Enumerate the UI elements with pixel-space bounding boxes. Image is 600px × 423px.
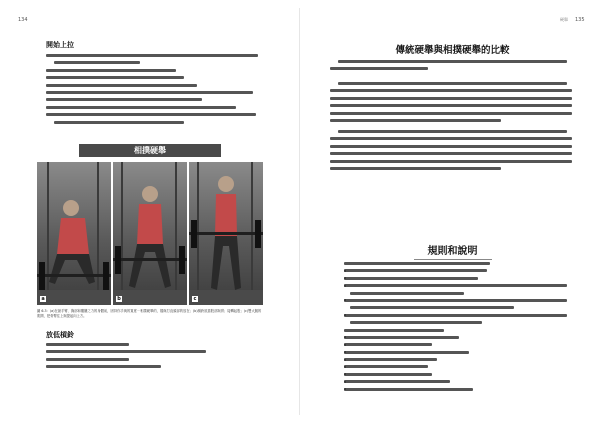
rules-heading [330, 242, 575, 260]
photo-label-b: b [117, 296, 121, 302]
running-header: 硬舉 [560, 17, 568, 22]
photo-c [189, 162, 263, 305]
photo-label-a: a [41, 296, 45, 302]
comparison-paragraph-1 [330, 60, 574, 75]
photo-a [37, 162, 111, 305]
page-number-left: 134 [18, 17, 28, 23]
rules-heading-underline [414, 259, 492, 260]
start-pull-steps [46, 54, 262, 128]
section-title-comparison: 傳統硬舉與相撲硬舉的比較 [395, 45, 510, 56]
page-number-right: 135 [575, 17, 585, 23]
photo-label-c: c [193, 296, 197, 302]
lifter-figure-c [189, 162, 263, 305]
figure-caption: 圖 6.3：(a)在最手臂、胸部和髖關之力的身體前，固持你手與的寬度－相撲硬舉的，膝與打直頭部的放在；(b)槓鈴抵靠股部與實；接轉起股；(c)雙大腿的肌開，把骨臀往上與提起向上方。 [37, 309, 262, 318]
section-title-rules: 規則和說明 [427, 246, 478, 257]
sumo-deadlift-photo-sequence [37, 162, 263, 305]
lifter-figure-b [113, 162, 187, 305]
section-title-lower-bar: 放低槓鈴 [46, 331, 74, 339]
comparison-paragraph-3 [330, 130, 574, 174]
rules-list [344, 262, 572, 395]
photo-b [113, 162, 187, 305]
section-title-start-pull: 開始上拉 [46, 41, 74, 49]
comparison-paragraph-2 [330, 82, 574, 126]
lifter-figure-a [37, 162, 111, 305]
page-gutter [299, 8, 300, 415]
lower-bar-steps [46, 343, 206, 373]
sumo-deadlift-banner: 相撲硬舉 [79, 144, 221, 157]
